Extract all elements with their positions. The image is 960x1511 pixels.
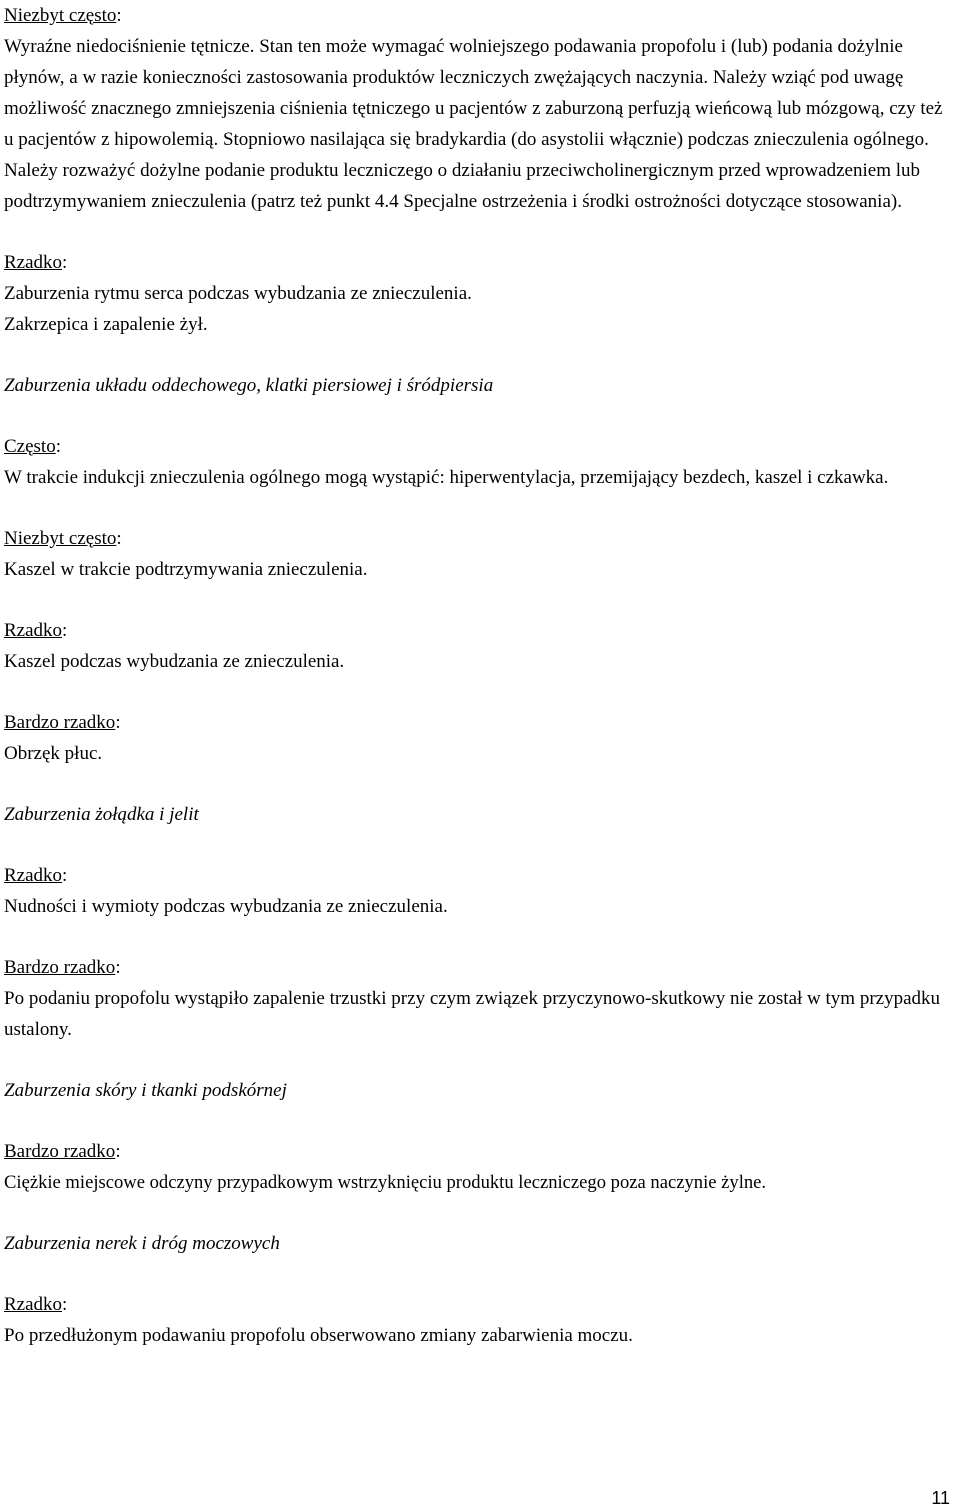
paragraph-pancreatitis: Po podaniu propofolu wystąpiło zapalenie trzustki przy czym związek przyczynowo-skutkowy nie został w tym przypadku ustalony. xyxy=(4,988,941,1040)
paragraph-cough-maintenance: Kaszel w trakcie podtrzymywania znieczulenia. xyxy=(4,559,368,580)
page-number: 11 xyxy=(931,1488,950,1508)
frequency-label-rare-3: Rzadko: xyxy=(4,865,68,886)
frequency-label-very-rare: Bardzo rzadko: xyxy=(4,712,121,733)
paragraph-nausea: Nudności i wymioty podczas wybudzania ze znieczulenia. xyxy=(4,896,448,917)
section-heading-skin: Zaburzenia skóry i tkanki podskórnej xyxy=(4,1080,287,1101)
section-heading-respiratory: Zaburzenia układu oddechowego, klatki piersiowej i śródpiersia xyxy=(4,375,494,396)
frequency-label-uncommon-2: Niezbyt często: xyxy=(4,528,122,549)
section-heading-gastrointestinal: Zaburzenia żołądka i jelit xyxy=(4,804,199,825)
paragraph-rare-cardiac: Zaburzenia rytmu serca podczas wybudzania ze znieczulenia. Zakrzepica i zapalenie żył. xyxy=(4,283,472,335)
frequency-label-very-rare-3: Bardzo rzadko: xyxy=(4,1141,121,1162)
paragraph-hypotension: Wyraźne niedociśnienie tętnicze. Stan ten może wymagać wolniejszego podawania propofolu i (lub) podania dożylnie płynów, a w razie konieczności zastosowania produktów leczniczych zwężających naczynia. Należy wziąć pod uwagę możliwość znacznego zmniejszenia ciśnienia tętniczego u pacjentów z zaburzoną perfuzją wieńcową lub mózgową, czy też u pacjentów z hipowolemią. Stopniowo nasilająca się bradykardia (do asystolii włącznie) podczas znieczulenia ogólnego. Należy rozważyć dożylne podanie produktu leczniczego o działaniu przeciwcholinergicznym przed wprowadzeniem lub podtrzymywaniem znieczulenia (patrz też punkt 4.4 Specjalne ostrzeżenia i środki ostrożności dotyczące stosowania). xyxy=(4,36,943,212)
paragraph-pulmonary-edema: Obrzęk płuc. xyxy=(4,743,103,764)
paragraph-urine-discoloration: Po przedłużonym podawaniu propofolu obserwowano zmiany zabarwienia moczu. xyxy=(4,1325,633,1346)
paragraph-induction: W trakcie indukcji znieczulenia ogólnego mogą wystąpić: hiperwentylacja, przemijający bezdech, kaszel i czkawka. xyxy=(4,467,889,488)
paragraph-cough-emergence: Kaszel podczas wybudzania ze znieczulenia. xyxy=(4,651,345,672)
frequency-label-rare-2: Rzadko: xyxy=(4,620,68,641)
frequency-label-rare-4: Rzadko: xyxy=(4,1294,68,1315)
frequency-label-rare: Rzadko: xyxy=(4,252,68,273)
frequency-label-common: Często: xyxy=(4,436,61,457)
paragraph-local-reactions: Ciężkie miejscowe odczyny przypadkowym wstrzyknięciu produktu leczniczego poza naczynie żylne. xyxy=(4,1172,767,1193)
document-page xyxy=(4,0,956,1351)
section-heading-renal: Zaburzenia nerek i dróg moczowych xyxy=(4,1233,280,1254)
frequency-label-uncommon: Niezbyt często: xyxy=(4,5,122,26)
frequency-label-very-rare-2: Bardzo rzadko: xyxy=(4,957,121,978)
